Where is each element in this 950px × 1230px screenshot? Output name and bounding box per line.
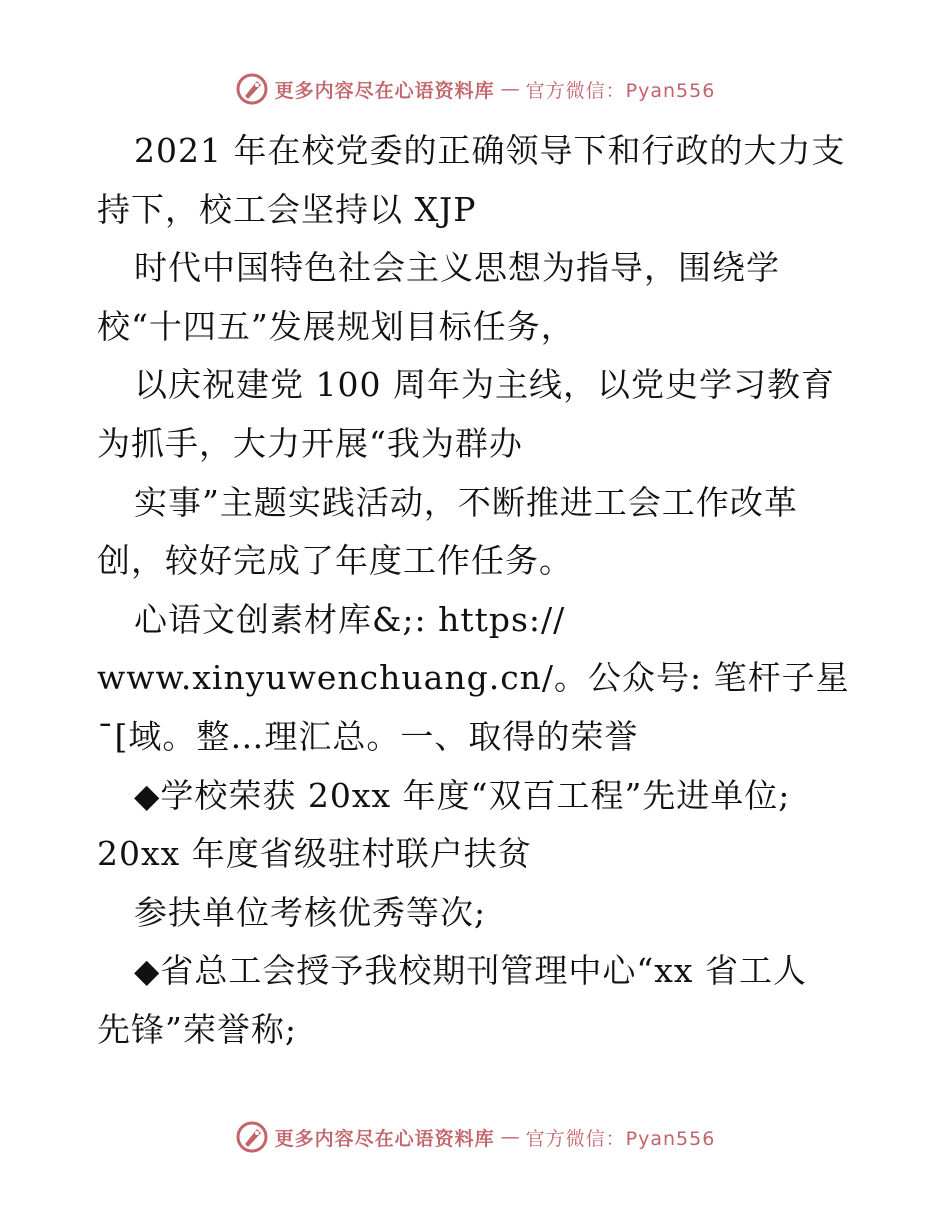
pen-nib-logo-icon	[235, 72, 269, 106]
paragraph-line: ◆省总工会授予我校期刊管理中心“xx 省工人	[134, 951, 807, 991]
paragraph-line: 以庆祝建党 100 周年为主线，以党史学习教育	[134, 365, 835, 405]
paragraph-line: 先锋”荣誉称;	[97, 1009, 297, 1049]
paragraph-line: 创，较好完成了年度工作任务。	[97, 541, 573, 581]
banner-main-text: 更多内容尽在心语资料库	[274, 79, 495, 102]
paragraph-line: 为抓手，大力开展“我为群办	[97, 423, 523, 463]
paragraph-line: 参扶单位考核优秀等次;	[134, 892, 487, 932]
banner-separator: —	[500, 78, 520, 100]
header-banner	[0, 72, 950, 106]
paragraph-line: 心语文创素材库&;: https://	[134, 599, 566, 639]
paragraph-line: 实事”主题实践活动，不断推进工会工作改革	[134, 482, 798, 522]
pen-nib-logo-icon	[235, 1120, 269, 1154]
paragraph-line: ¯[域。整…理汇总。一、取得的荣誉	[97, 716, 639, 756]
banner-separator: —	[500, 1126, 520, 1148]
banner-wechat-text: 官方微信：Pyan556	[525, 1127, 716, 1150]
footer-banner	[0, 1120, 950, 1154]
paragraph-line: ◆学校荣获 20xx 年度“双百工程”先进单位;	[134, 775, 791, 815]
banner-main-text: 更多内容尽在心语资料库	[274, 1127, 495, 1150]
paragraph-line: 校“十四五”发展规划目标任务，	[97, 306, 575, 346]
paragraph-line: 持下，校工会坚持以 XJP	[97, 189, 477, 229]
paragraph-line: www.xinyuwenchuang.cn/。公众号: 笔杆子星	[97, 658, 850, 698]
document-body	[97, 122, 857, 1060]
paragraph-line: 2021 年在校党委的正确领导下和行政的大力支	[134, 131, 846, 170]
banner-wechat-text: 官方微信：Pyan556	[525, 79, 716, 102]
paragraph-line: 20xx 年度省级驻村联户扶贫	[97, 834, 532, 874]
paragraph-line: 时代中国特色社会主义思想为指导，围绕学	[134, 248, 780, 288]
